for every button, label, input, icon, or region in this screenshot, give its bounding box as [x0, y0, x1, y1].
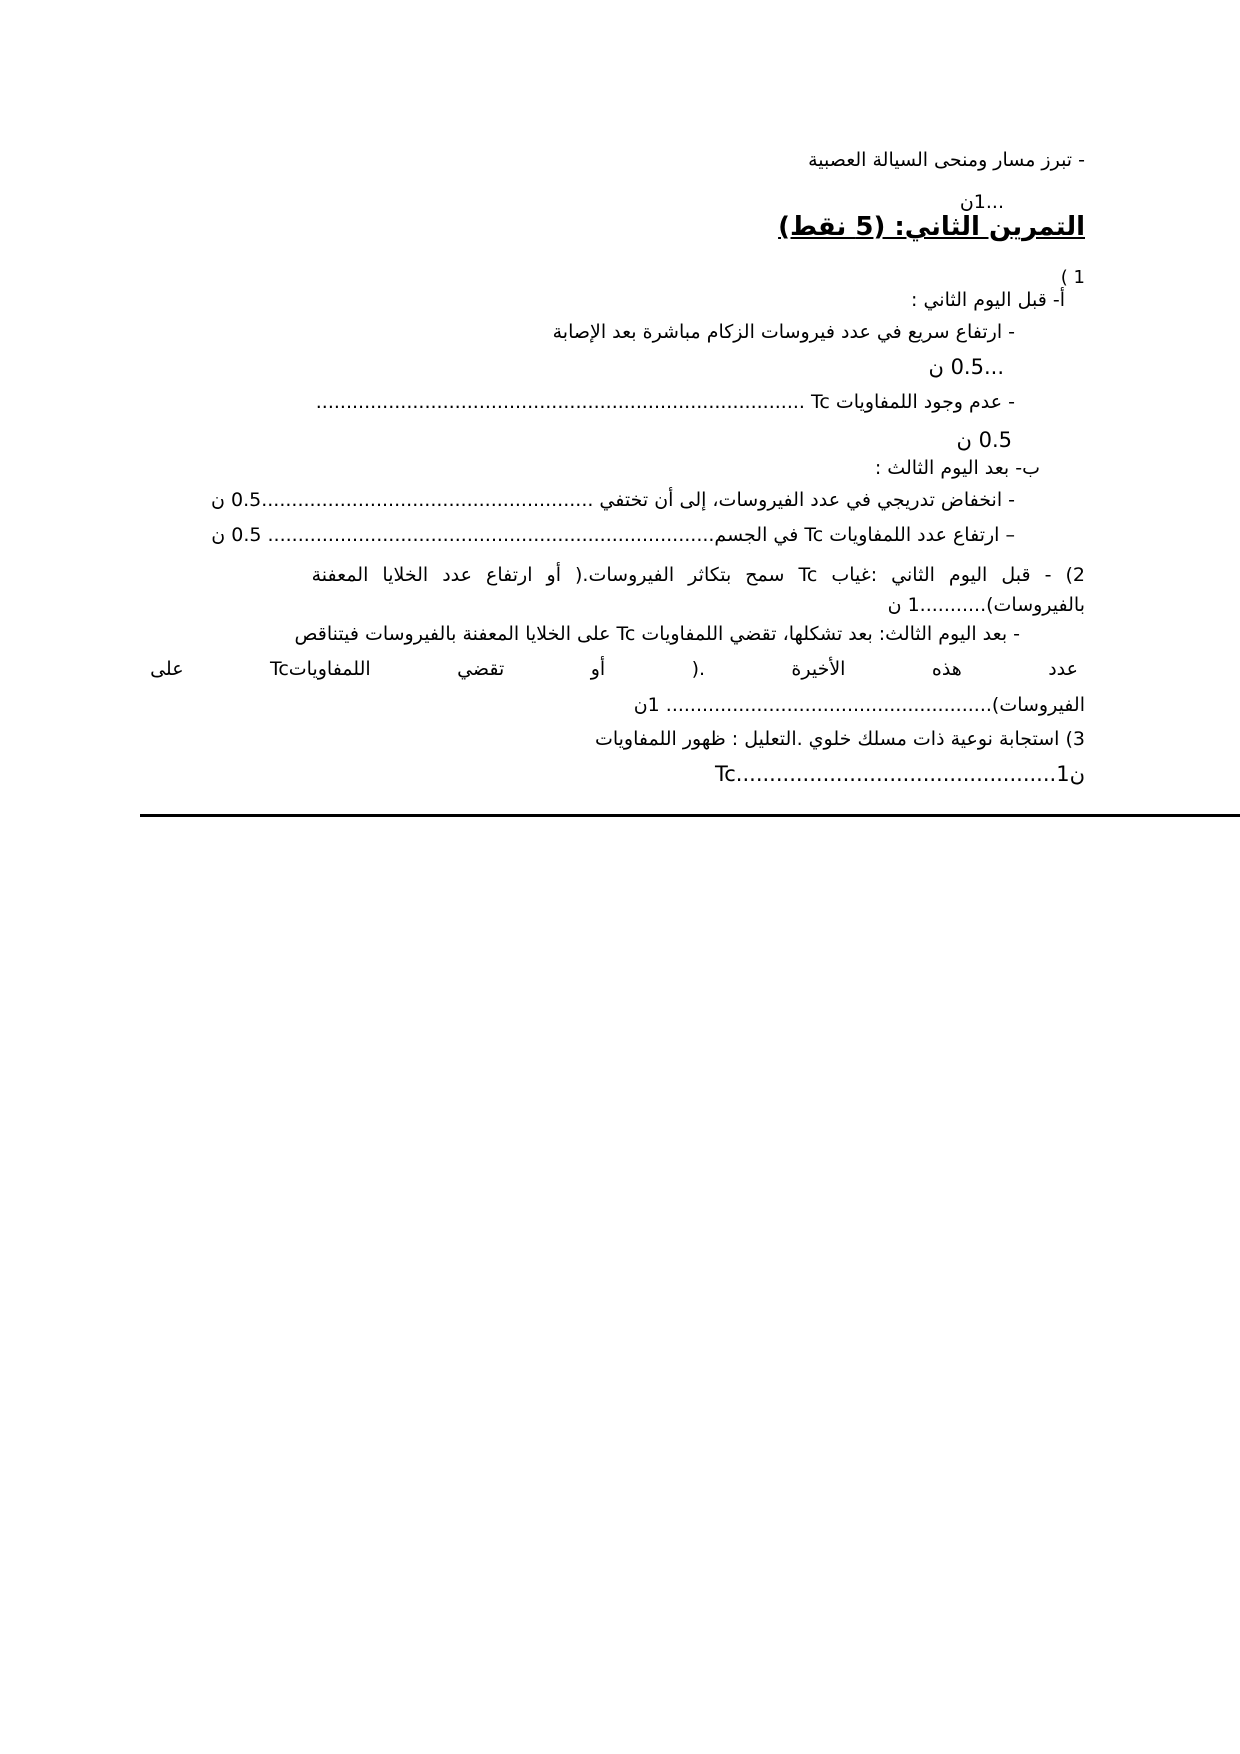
word-part: اللمفاويات	[288, 658, 371, 680]
question-2-line-2: بالفيروسات)...........1 ن	[887, 594, 1085, 616]
score-a1: ...0.5 ن	[928, 355, 1004, 379]
word: هذه	[931, 658, 962, 680]
question-3-line-1: 3) استجابة نوعية ذات مسلك خلوي .التعليل : ظهور اللمفاويات	[594, 728, 1085, 750]
score-1: ...1ن	[959, 191, 1004, 213]
question-2-line-4	[150, 658, 1078, 680]
part-a-line-2: - عدم وجود اللمفاويات Tc .................................................................................	[315, 391, 1015, 413]
part-a-heading: أ- قبل اليوم الثاني :	[911, 289, 1065, 311]
part-b-heading: ب- بعد اليوم الثالث :	[874, 457, 1040, 479]
word: على	[150, 658, 184, 680]
question-1-number: 1 )	[1060, 267, 1085, 288]
part-a-line-1: - ارتفاع سريع في عدد فيروسات الزكام مباشرة بعد الإصابة	[552, 321, 1015, 343]
word: الأخيرة	[791, 658, 846, 680]
horizontal-rule	[140, 814, 1240, 817]
word: عدد	[1048, 658, 1078, 680]
word: .(	[691, 658, 706, 680]
word-part: Tc	[269, 658, 289, 680]
question-2-line-5: الفيروسات)...................................................... 1ن	[633, 694, 1085, 716]
question-2-line-3: - بعد اليوم الثالث: بعد تشكلها، تقضي اللمفاويات Tc على الخلايا المعفنة بالفيروسات فيتناقص	[294, 623, 1020, 645]
score-a2: 0.5 ن	[956, 428, 1012, 452]
part-b-line-2: – ارتفاع عدد اللمفاويات Tc في الجسم.......................................................................... 0.5 ن	[211, 524, 1015, 546]
word: أو	[590, 658, 606, 680]
text-line-nerve-impulse: - تبرز مسار ومنحى السيالة العصبية	[808, 149, 1085, 171]
question-3-line-2: Tc................................................1ن	[714, 762, 1085, 786]
word: تقضي	[457, 658, 505, 680]
part-b-line-1: - انخفاض تدريجي في عدد الفيروسات، إلى أن تختفي .......................................................0.5 ن	[211, 489, 1015, 511]
exercise-title: التمرين الثاني: (5 نقط)	[778, 212, 1085, 242]
question-2-line-1: 2) - قبل اليوم الثاني :غياب Tc سمح بتكاثر الفيروسات.( أو ارتفاع عدد الخلايا المعفنة	[311, 564, 1085, 586]
word	[270, 658, 371, 680]
